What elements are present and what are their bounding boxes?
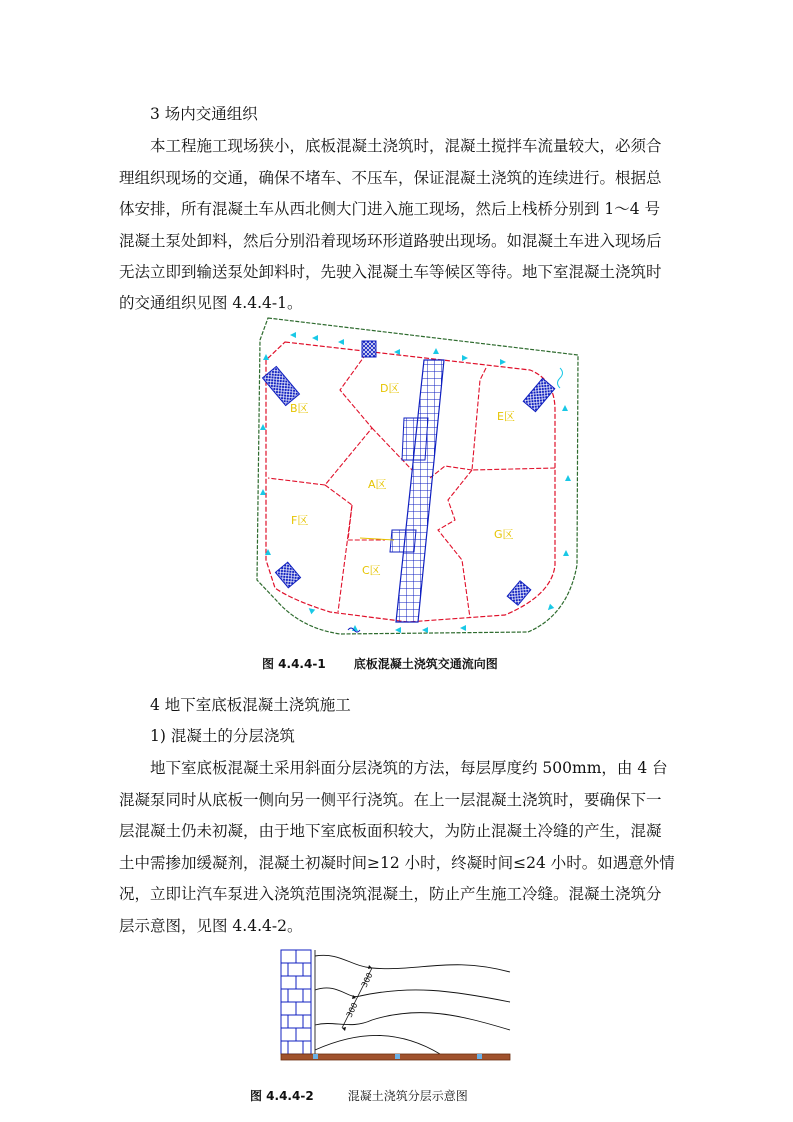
zone-label-g: G区 — [494, 528, 514, 541]
pump-1 — [263, 366, 300, 405]
para-3-line-4: 混凝土泵处卸料，然后分别沿着现场环形道路驶出现场。如混凝土车进入现场后 — [119, 232, 662, 250]
zone-label-f: F区 — [291, 514, 309, 527]
trestle-bridge — [390, 360, 444, 622]
sub-heading-1: 1) 混凝土的分层浇筑 — [150, 727, 295, 745]
zone-label-d: D区 — [380, 382, 400, 395]
zone-label-a: A区 — [368, 478, 387, 491]
section-heading-3: 3 场内交通组织 — [150, 105, 258, 123]
figure-1-caption — [262, 655, 498, 672]
para-3-line-6: 的交通组织见图 4.4.4-1。 — [119, 294, 303, 312]
traffic-flow-diagram — [255, 312, 585, 642]
layering-diagram — [278, 947, 514, 1067]
para-4-line-5: 况，立即让汽车泵进入浇筑范围浇筑混凝土，防止产生施工冷缝。混凝土浇筑分 — [119, 885, 662, 903]
para-3-line-1: 本工程施工现场狭小，底板混凝土浇筑时，混凝土搅拌车流量较大，必须合 — [150, 137, 662, 155]
para-4-line-4: 土中需掺加缓凝剂，混凝土初凝时间≥12 小时，终凝时间≤24 小时。如遇意外情 — [119, 854, 675, 872]
para-3-line-5: 无法立即到输送泵处卸料时，先驶入混凝土车等候区等待。地下室混凝土浇筑时 — [119, 263, 662, 281]
entry-gate — [362, 341, 376, 357]
zone-label-c: C区 — [362, 564, 381, 577]
dim-label-lower: 300 — [344, 1001, 360, 1019]
brick-wall — [281, 950, 311, 1054]
figure-2-caption-text: 混凝土浇筑分层示意图 — [347, 1089, 468, 1103]
figure-2-caption — [250, 1087, 468, 1104]
zone-label-e: E区 — [497, 410, 515, 423]
figure-1-caption-text: 底板混凝土浇筑交通流向图 — [353, 657, 498, 671]
section-heading-4: 4 地下室底板混凝土浇筑施工 — [150, 696, 351, 714]
pump-4 — [507, 581, 531, 605]
para-4-line-2: 混凝泵同时从底板一侧向另一侧平行浇筑。在上一层混凝土浇筑时，要确保下一 — [119, 791, 662, 809]
dim-label-upper: 300 — [359, 971, 375, 989]
para-3-line-2: 理组织现场的交通，确保不堵车、不压车，保证混凝土浇筑的连续进行。根据总 — [119, 169, 662, 187]
para-4-line-6: 层示意图，见图 4.4.4-2。 — [119, 917, 303, 935]
figure-2-caption-number: 图 4.4.4-2 — [250, 1089, 314, 1103]
figure-1-caption-number: 图 4.4.4-1 — [262, 657, 326, 671]
para-3-line-3: 体安排，所有混凝土车从西北侧大门进入施工现场，然后上栈桥分别到 1～4 号 — [119, 200, 661, 218]
pump-3 — [275, 562, 300, 588]
para-4-line-1: 地下室底板混凝土采用斜面分层浇筑的方法，每层厚度约 500mm，由 4 台 — [150, 759, 668, 777]
zone-label-b: B区 — [290, 402, 309, 415]
para-4-line-3: 层混凝土仍未初凝，由于地下室底板面积较大，为防止混凝土冷缝的产生，混凝 — [119, 822, 662, 840]
pump-2 — [523, 378, 555, 411]
